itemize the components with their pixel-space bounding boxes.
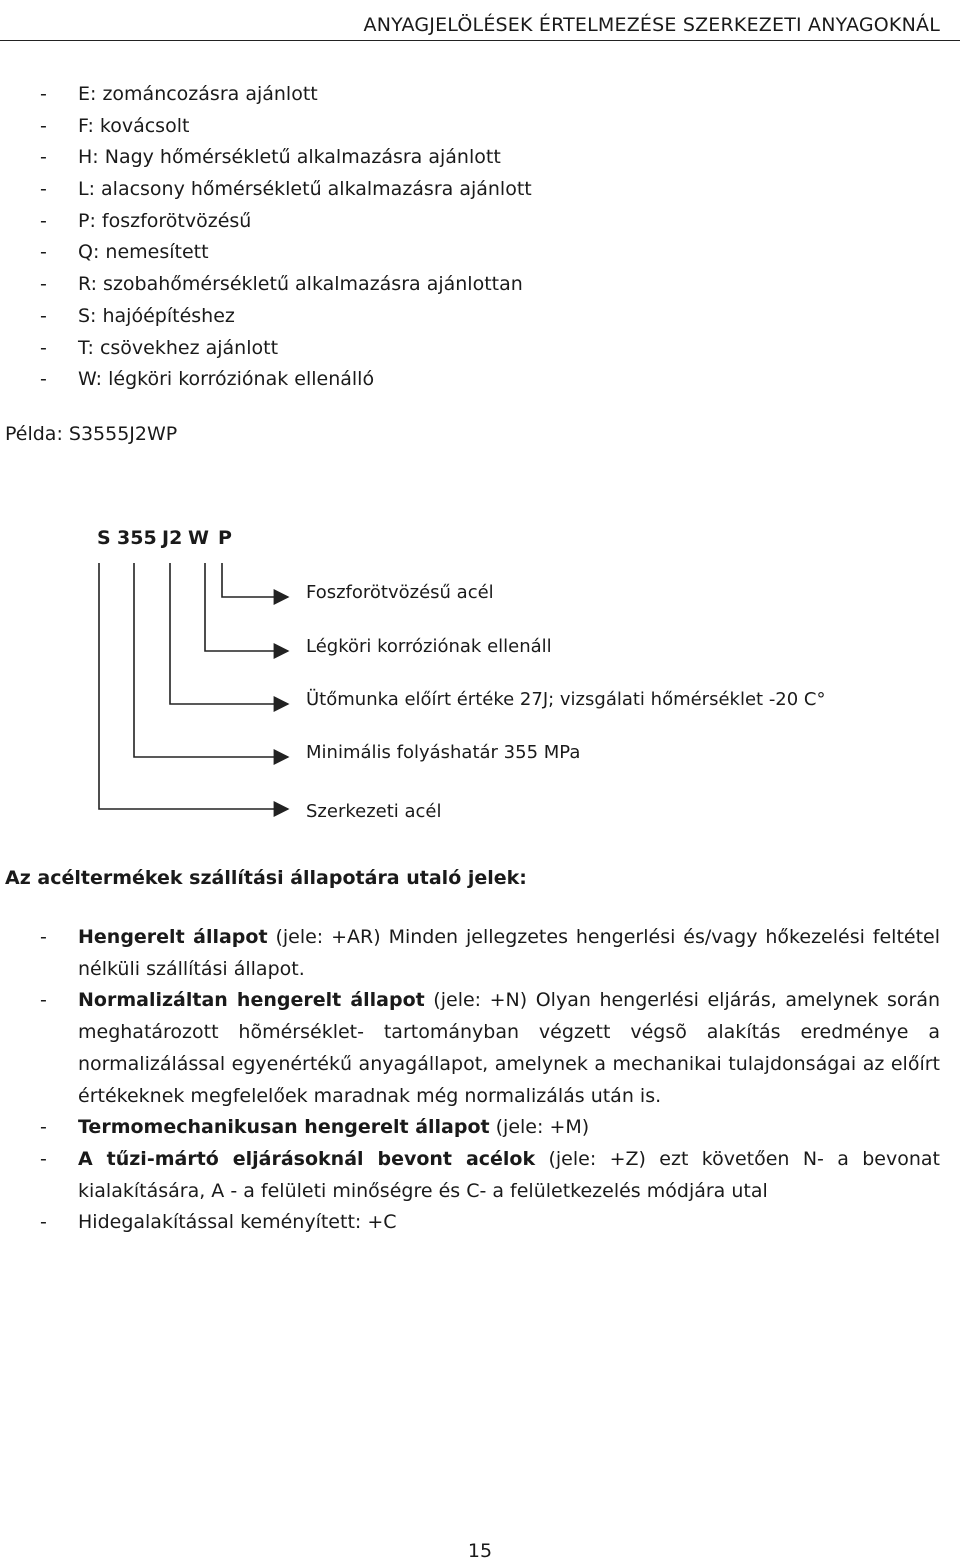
code-part: J2 bbox=[162, 527, 183, 549]
list-item: - S: hajóépítéshez bbox=[40, 304, 235, 327]
item-text: (jele: +Z) ezt követően N- a bevonat kialakítására, A - a felületi minőségre és C- a felületkezelés módjára utal bbox=[78, 1147, 940, 1202]
page-header bbox=[0, 0, 960, 41]
list-item: - A tűzi-mártó eljárásoknál bevont acélok (jele: +Z) ezt követően N- a bevonat kialakítására, A - a felületi minőségre és C- a felületkezelés módjára utal bbox=[40, 1147, 940, 1202]
item-term: A tűzi-mártó eljárásoknál bevont acélok bbox=[78, 1147, 536, 1170]
item-term: Normalizáltan hengerelt állapot bbox=[78, 989, 425, 1012]
page-number: 15 bbox=[467, 1540, 493, 1562]
code-part: S bbox=[97, 527, 111, 549]
header-title: ANYAGJELÖLÉSEK ÉRTELMEZÉSE SZERKEZETI ANYAGOKNÁL bbox=[363, 14, 940, 36]
code-part: W bbox=[188, 527, 209, 549]
item-term: Hengerelt állapot bbox=[78, 926, 268, 948]
item-text: (jele: +N) Olyan hengerlési eljárás, amelynek során meghatározott hõmérséklet- tartományban végzett végsõ alakítás eredménye a normalizálással egyenértékű anyagállapot, amelynek a mechanikai tulajdonságai az előírt értékeknek megfelelőek maradnak még normalizálás után is. bbox=[78, 989, 941, 1107]
item-text: (jele: +M) bbox=[489, 1116, 590, 1139]
list-item: - L: alacsony hőmérsékletű alkalmazásra ajánlott bbox=[40, 178, 532, 201]
list-item: - R: szobahőmérsékletű alkalmazásra ajánlottan bbox=[40, 273, 523, 296]
item-text: Hidegalakítással keményített: +C bbox=[78, 1211, 397, 1234]
list-item: - Normalizáltan hengerelt állapot (jele: +N) Olyan hengerlési eljárás, amelynek során meghatározott hõmérséklet- tartományban végzett végsõ alakítás eredménye a normalizálással egyenértékű anyagállapot, amelynek a mechanikai tulajdonságai az előírt értékeknek megfelelőek maradnak még normalizálás után is. bbox=[40, 989, 941, 1107]
connector-line bbox=[205, 563, 288, 651]
description-label: Ütőmunka előírt értéke 27J; vizsgálati hőmérséklet -20 C° bbox=[306, 689, 826, 710]
delivery-state-list bbox=[40, 922, 940, 1239]
connector-line bbox=[222, 563, 288, 597]
item-text: (jele: +AR) Minden jellegzetes hengerlési és/vagy hőkezelési feltétel nélküli szállítási állapot. bbox=[78, 926, 940, 980]
list-item: - W: légköri korróziónak ellenálló bbox=[40, 368, 375, 391]
code-list bbox=[40, 80, 532, 397]
example-text: Példa: S3555J2WP bbox=[5, 423, 178, 445]
list-item: - F: kovácsolt bbox=[40, 114, 190, 137]
list-item: - Termomechanikusan hengerelt állapot (jele: +M) bbox=[40, 1116, 590, 1139]
list-item: - E: zománcozásra ajánlott bbox=[40, 83, 318, 105]
description-label: Foszforötvözésű acél bbox=[306, 582, 494, 603]
list-item: - T: csövekhez ajánlott bbox=[40, 336, 279, 359]
list-item: - H: Nagy hőmérsékletű alkalmazásra ajánlott bbox=[40, 146, 501, 169]
connector-line bbox=[99, 563, 288, 809]
list-item: - Hidegalakítással keményített: +C bbox=[40, 1211, 397, 1234]
code-part: 355 bbox=[117, 527, 157, 549]
connector-line bbox=[134, 563, 288, 757]
description-label: Légköri korróziónak ellenáll bbox=[306, 636, 552, 657]
code-part: P bbox=[218, 527, 232, 549]
description-label: Szerkezeti acél bbox=[306, 801, 442, 822]
designation-diagram bbox=[0, 515, 960, 845]
list-item: - Hengerelt állapot (jele: +AR) Minden jellegzetes hengerlési és/vagy hőkezelési feltétel nélküli szállítási állapot. bbox=[40, 926, 940, 980]
list-item: - Q: nemesített bbox=[40, 241, 209, 264]
section-title: Az acéltermékek szállítási állapotára utaló jelek: bbox=[5, 867, 527, 889]
connector-line bbox=[170, 563, 288, 704]
description-label: Minimális folyáshatár 355 MPa bbox=[306, 742, 581, 763]
item-term: Termomechanikusan hengerelt állapot bbox=[78, 1116, 490, 1139]
list-item: - P: foszforötvözésű bbox=[40, 209, 252, 232]
